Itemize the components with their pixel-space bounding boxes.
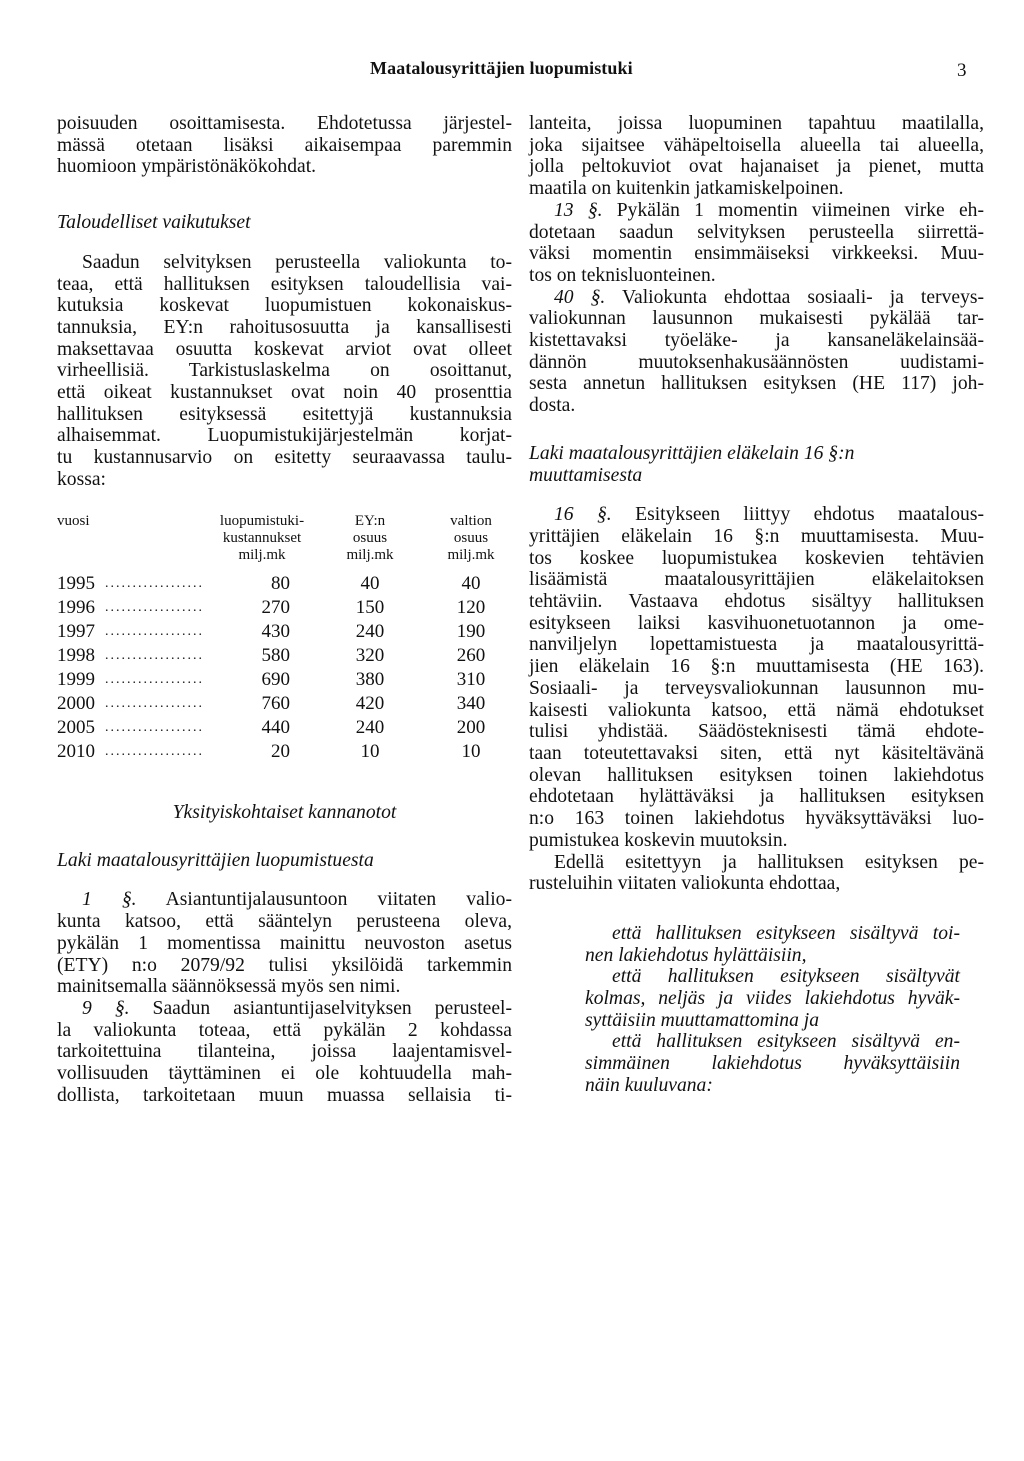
text-run: Asiantuntijalausuntoon viitaten valio- xyxy=(165,889,512,911)
cell-total: 440 xyxy=(261,717,290,738)
leader-dots: .................. xyxy=(105,720,204,735)
table-header-year: vuosi xyxy=(57,513,90,529)
text-line: (ETY) n:o 2079/92 tulisi yksilöidä tarkemmin xyxy=(57,954,512,976)
cell-ey: 380 xyxy=(355,669,385,690)
leader-dots: .................. xyxy=(105,648,204,663)
table-row xyxy=(57,597,507,619)
text-line xyxy=(529,287,984,309)
leader-dots: .................. xyxy=(105,744,204,759)
final-paragraph xyxy=(529,852,984,895)
cell-state: 10 xyxy=(461,741,481,762)
text-line: poisuuden osoittamisesta. Ehdotetussa järjestel- xyxy=(57,113,512,134)
heading-line: Laki maatalousyrittäjien eläkelain 16 §:n xyxy=(529,442,855,464)
text-line: dosta. xyxy=(529,395,576,417)
recommendation-item xyxy=(585,923,960,966)
table-row xyxy=(57,717,507,739)
heading-line: muuttamisesta xyxy=(529,464,643,486)
cell-state: 260 xyxy=(456,645,486,666)
text-line: maksettavaa osuutta koskevat arviot ovat olleet xyxy=(57,338,512,360)
text-line: dotetaan saadun selvityksen perusteella siirrettä- xyxy=(529,221,984,243)
table-header-state xyxy=(435,513,507,564)
cell-year: 2010 xyxy=(57,741,95,762)
text-line: että hallituksen esitykseen sisältyvä toi- xyxy=(612,922,960,944)
recommendation-item xyxy=(585,1031,960,1096)
text-line: tarkoitettuina tilanteina, joissa laajentamisvel- xyxy=(57,1041,512,1063)
cell-ey: 150 xyxy=(355,597,385,618)
text-line: kistettavaksi työeläke- ja kansaneläkelainsää- xyxy=(529,330,984,352)
text-line: Saadun selvityksen perusteella valiokunta to- xyxy=(82,251,512,273)
text-line: virheellisiä. Tarkistuslaskelma on osoittanut, xyxy=(57,360,512,382)
law-heading-luopumistuki: Laki maatalousyrittäjien luopumistuesta xyxy=(57,849,374,871)
economic-paragraph xyxy=(57,252,512,491)
text-line: mässä otetaan lisäksi aikaisempaa paremmin xyxy=(57,134,512,156)
table-row xyxy=(57,669,507,691)
section-mark: 1 §. xyxy=(82,889,137,911)
cell-state: 190 xyxy=(456,621,486,642)
leader-dots: .................. xyxy=(105,696,204,711)
recommendations xyxy=(529,923,960,1097)
text-line: tulisi yhdistää. Säädösteknisesti tämä ehdote- xyxy=(529,721,984,743)
text-line: ehdotetaan hylättäväksi ja hallituksen esityksen xyxy=(529,786,984,808)
text-line: yrittäjien eläkelain 16 §:n muuttamisesta. Muu- xyxy=(529,525,984,547)
cell-total: 580 xyxy=(261,645,290,666)
law-heading-elakelaki xyxy=(529,443,984,486)
text-run: Esitykseen liittyy ehdotus maatalous- xyxy=(635,504,984,526)
continued-paragraph xyxy=(529,113,984,200)
table-row xyxy=(57,741,507,763)
text-line: Edellä esitettyyn ja hallituksen esityksen pe- xyxy=(554,851,984,873)
cell-total: 80 xyxy=(271,573,290,594)
text-line: olevan hallituksen esityksen toinen lakiehdotus xyxy=(529,764,984,786)
text-line: la valiokunta toteaa, että pykälän 2 kohdassa xyxy=(57,1019,512,1041)
header-line: osuus xyxy=(453,530,489,546)
text-line: nanviljelyn lopettamistuesta ja maatalousyrittä- xyxy=(529,634,984,656)
text-line: kossa: xyxy=(57,468,106,490)
header-line: osuus xyxy=(352,530,388,546)
section-mark: 13 §. xyxy=(554,199,603,221)
section-mark: 9 §. xyxy=(82,997,130,1019)
leader-dots: .................. xyxy=(105,624,204,639)
text-line: kunta katsoo, että sääntelyn perusteena oleva, xyxy=(57,911,512,933)
text-line: dännön muutoksenhakusäännösten uudistami- xyxy=(529,351,984,373)
section-1-paragraph xyxy=(57,889,512,998)
text-line: alhaisemmat. Luopumistukijärjestelmän korjat- xyxy=(57,425,512,447)
text-line xyxy=(57,889,512,911)
text-line: jien eläkelain 16 §:n muuttamisesta (HE 163). xyxy=(529,656,984,678)
recommendation-item xyxy=(585,966,960,1031)
text-line: näin kuuluvana: xyxy=(585,1074,713,1096)
cell-ey: 420 xyxy=(355,693,385,714)
table-row xyxy=(57,573,507,595)
cell-total: 430 xyxy=(261,621,290,642)
header-line: kustannukset xyxy=(222,530,302,546)
table-row xyxy=(57,645,507,667)
text-line: syttäisiin muuttamattomina ja xyxy=(585,1009,820,1031)
text-line xyxy=(57,998,512,1020)
cell-year: 1996 xyxy=(57,597,95,618)
intro-paragraph xyxy=(57,113,512,178)
text-line: lisäämistä maatalousyrittäjien eläkelaitoksen xyxy=(529,569,984,591)
section-mark: 40 §. xyxy=(554,286,606,308)
cell-state: 40 xyxy=(461,573,481,594)
cell-state: 340 xyxy=(456,693,486,714)
right-column xyxy=(529,113,984,1097)
text-line: esitykseen laiksi kasvihuonetuotannon ja ome- xyxy=(529,612,984,634)
text-line: vollisuuden täyttäminen ei ole kohtuudella mah- xyxy=(57,1063,512,1085)
text-line: nen lakiehdotus hylättäisiin, xyxy=(585,944,807,966)
text-run: Valiokunta ehdottaa sosiaali- ja terveys- xyxy=(622,286,985,308)
header-line: luopumistuki- xyxy=(219,513,305,529)
cell-year: 2000 xyxy=(57,693,95,714)
cell-year: 1998 xyxy=(57,645,95,666)
leader-dots: .................. xyxy=(105,576,204,591)
header-line: valtion xyxy=(450,513,492,529)
section-mark: 16 §. xyxy=(554,504,612,526)
text-line: kolmas, neljäs ja viides lakiehdotus hyväk- xyxy=(585,988,960,1010)
text-line: maatila on kuitenkin jatkamiskelpoinen. xyxy=(529,178,844,200)
cell-state: 200 xyxy=(456,717,486,738)
header-line: milj.mk xyxy=(447,547,495,563)
text-line: pykälän 1 momentissa mainittu neuvoston asetus xyxy=(57,932,512,954)
text-line: että hallituksen esitykseen sisältyvät xyxy=(612,966,960,988)
leader-dots: .................. xyxy=(105,600,204,615)
header-line: milj.mk xyxy=(238,547,286,563)
text-line: pumistukea koskevin muutoksin. xyxy=(529,829,788,851)
text-run: Saadun asiantuntijaselvityksen perusteel- xyxy=(152,997,512,1019)
running-header: Maatalousyrittäjien luopumistuki xyxy=(370,58,633,78)
cell-state: 120 xyxy=(456,597,486,618)
text-line: tos koskee luopumistukea koskevien tehtävien xyxy=(529,547,984,569)
cell-ey: 320 xyxy=(355,645,385,666)
text-line: tos on teknisluonteinen. xyxy=(529,264,716,286)
text-line: tannuksia, EY:n rahoitusosuutta ja kansallisesti xyxy=(57,316,512,338)
text-line xyxy=(529,504,984,526)
section-13-paragraph xyxy=(529,200,984,287)
cell-total: 760 xyxy=(261,693,290,714)
cell-total: 20 xyxy=(271,741,290,762)
section-heading-economic: Taloudelliset vaikutukset xyxy=(57,212,251,234)
left-column-lower xyxy=(57,802,512,1106)
text-line: huomioon ympäristönäkökohdat. xyxy=(57,156,317,178)
text-line: n:o 163 toinen lakiehdotus hyväksyttäväksi luo- xyxy=(529,808,984,830)
text-line: simmäinen lakiehdotus hyväksyttäisiin xyxy=(585,1053,960,1075)
text-line: lanteita, joissa luopuminen tapahtuu maatilalla, xyxy=(529,113,984,134)
leader-dots: .................. xyxy=(105,672,204,687)
text-line: taan toteutettavaksi siten, että nyt käsiteltävänä xyxy=(529,742,984,764)
cell-ey: 240 xyxy=(355,621,385,642)
section-16-paragraph xyxy=(529,504,984,851)
text-line: sesta annetun hallituksen esityksen (HE 117) joh- xyxy=(529,373,984,395)
cell-ey: 10 xyxy=(360,741,380,762)
table-header-total xyxy=(207,513,317,564)
text-run: Pykälän 1 momentin viimeinen virke eh- xyxy=(616,199,984,221)
section-9-paragraph xyxy=(57,998,512,1107)
text-line: että hallituksen esitykseen sisältyvä en- xyxy=(612,1031,960,1053)
cell-total: 270 xyxy=(261,597,290,618)
text-line: jolla peltokuviot ovat hajanaiset ja pienet, mutta xyxy=(529,156,984,178)
page-number: 3 xyxy=(957,60,967,81)
text-line xyxy=(529,200,984,222)
cell-state: 310 xyxy=(456,669,486,690)
text-line: valiokunnan lausunnon mukaisesti pykälää tar- xyxy=(529,308,984,330)
text-line: kutuksia koskevat luopumistuen kokonaiskus- xyxy=(57,295,512,317)
text-line: rusteluihin viitaten valiokunta ehdottaa, xyxy=(529,873,841,895)
text-line: että oikeat kustannukset ovat noin 40 prosenttia xyxy=(57,382,512,404)
text-line: mainitsemalla säännöksessä myös sen nimi. xyxy=(57,976,401,998)
cell-year: 2005 xyxy=(57,717,95,738)
section-40-paragraph xyxy=(529,287,984,417)
table-row xyxy=(57,621,507,643)
table-header-ey xyxy=(335,513,405,564)
cell-year: 1997 xyxy=(57,621,95,642)
text-line: hallituksen esityksessä esitettyjä kustannuksia xyxy=(57,403,512,425)
cell-year: 1995 xyxy=(57,573,95,594)
text-line: Sosiaali- ja terveysvaliokunnan lausunnon mu- xyxy=(529,677,984,699)
text-line: tu kustannusarvio on esitetty seuraavassa taulu- xyxy=(57,447,512,469)
text-line: kaisesti valiokunta katsoo, että nämä ehdotukset xyxy=(529,699,984,721)
section-heading-details: Yksityiskohtaiset kannanotot xyxy=(172,802,397,823)
header-line: EY:n xyxy=(354,513,386,529)
cell-year: 1999 xyxy=(57,669,95,690)
text-line: tehtäviin. Vastaava ehdotus sisältyy hallituksen xyxy=(529,591,984,613)
text-line: väksi momentin ensimmäiseksi virkkeeksi. Muu- xyxy=(529,243,984,265)
cell-ey: 240 xyxy=(355,717,385,738)
cell-ey: 40 xyxy=(360,573,380,594)
text-line: dollista, tarkoitetaan muun muassa sellaisia ti- xyxy=(57,1084,512,1106)
header-line: milj.mk xyxy=(346,547,394,563)
text-line: joka sijaitsee vähäpeltoisella alueella tai alueella, xyxy=(529,134,984,156)
cell-total: 690 xyxy=(261,669,290,690)
text-line: teaa, että hallituksen esityksen taloudellisia vai- xyxy=(57,273,512,295)
table-row xyxy=(57,693,507,715)
left-column xyxy=(57,113,512,491)
